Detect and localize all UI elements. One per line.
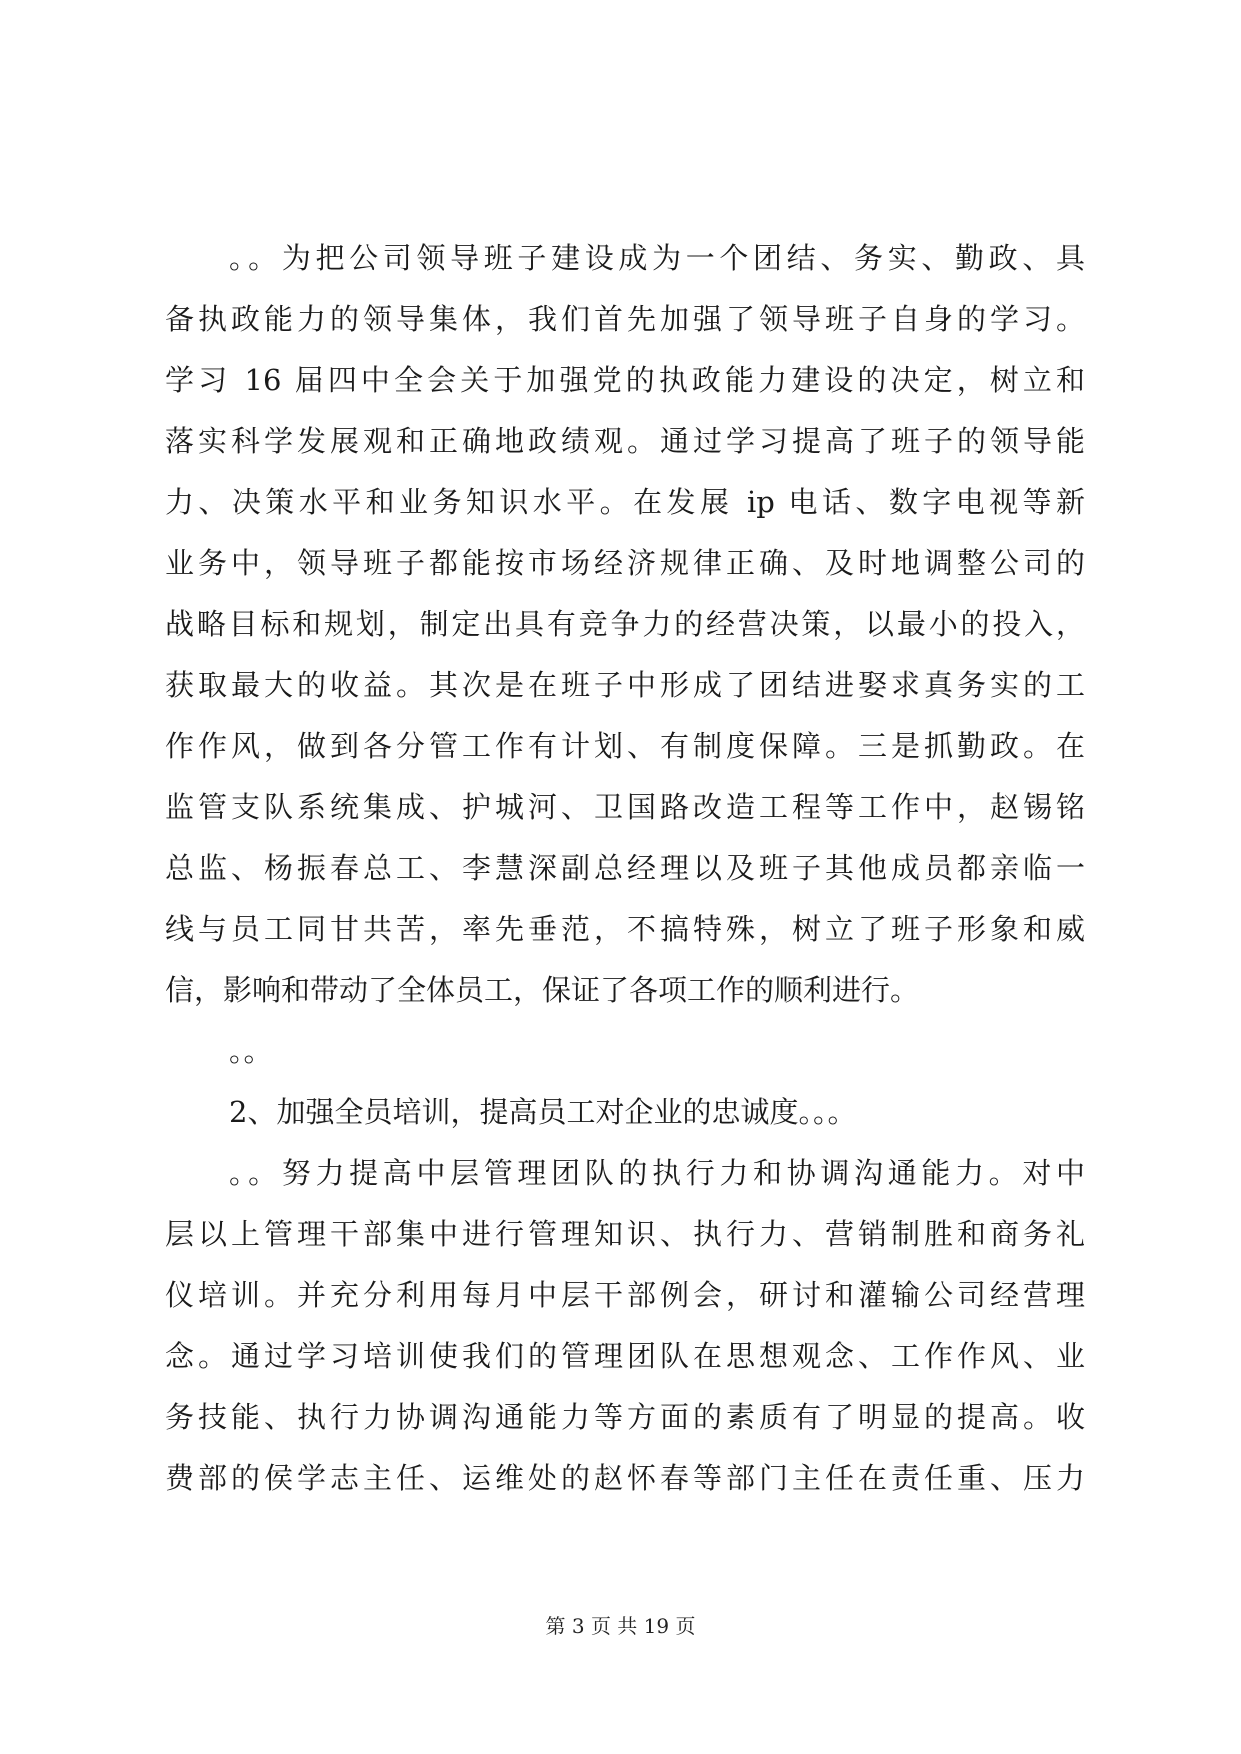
text-line: 。。努力提高中层管理团队的执行力和协调沟通能力。对中	[229, 1156, 1085, 1190]
text-line: 费部的侯学志主任、运维处的赵怀春等部门主任在责任重、压力	[165, 1461, 1085, 1495]
text-line: 信，影响和带动了全体员工，保证了各项工作的顺利进行。	[165, 973, 920, 1007]
page-number-footer: 第 3 页 共 19 页	[545, 1614, 696, 1638]
text-line: 落实科学发展观和正确地政绩观。通过学习提高了班子的领导能	[165, 424, 1085, 458]
text-line: 力、决策水平和业务知识水平。在发展 ip 电话、数字电视等新	[165, 485, 1085, 519]
text-line: 。。为把公司领导班子建设成为一个团结、务实、勤政、具	[229, 241, 1085, 275]
text-line: 务技能、执行力协调沟通能力等方面的素质有了明显的提高。收	[165, 1400, 1085, 1434]
text-line: 层以上管理干部集中进行管理知识、执行力、营销制胜和商务礼	[165, 1217, 1085, 1251]
text-line: 仪培训。并充分利用每月中层干部例会，研讨和灌输公司经营理	[165, 1278, 1085, 1312]
text-line: 学习 16 届四中全会关于加强党的执政能力建设的决定，树立和	[165, 363, 1085, 397]
text-line: 业务中，领导班子都能按市场经济规律正确、及时地调整公司的	[165, 546, 1085, 580]
text-line: 总监、杨振春总工、李慧深副总经理以及班子其他成员都亲临一	[165, 851, 1085, 885]
section-heading: 2、加强全员培训，提高员工对企业的忠诚度。。。	[229, 1095, 857, 1129]
text-line: 获取最大的收益。其次是在班子中形成了团结进娶求真务实的工	[165, 668, 1085, 702]
text-line: 战略目标和规划，制定出具有竞争力的经营决策，以最小的投入，	[165, 607, 1085, 641]
document-body	[165, 228, 1085, 1509]
text-line: 监管支队系统集成、护城河、卫国路改造工程等工作中，赵锡铭	[165, 790, 1085, 824]
text-line: 念。通过学习培训使我们的管理团队在思想观念、工作作风、业	[165, 1339, 1085, 1373]
text-line: 线与员工同甘共苦，率先垂范，不搞特殊，树立了班子形象和威	[165, 912, 1085, 946]
text-line: 。。	[229, 1034, 273, 1068]
text-line: 作作风，做到各分管工作有计划、有制度保障。三是抓勤政。在	[165, 729, 1085, 763]
text-line: 备执政能力的领导集体，我们首先加强了领导班子自身的学习。	[165, 302, 1085, 336]
